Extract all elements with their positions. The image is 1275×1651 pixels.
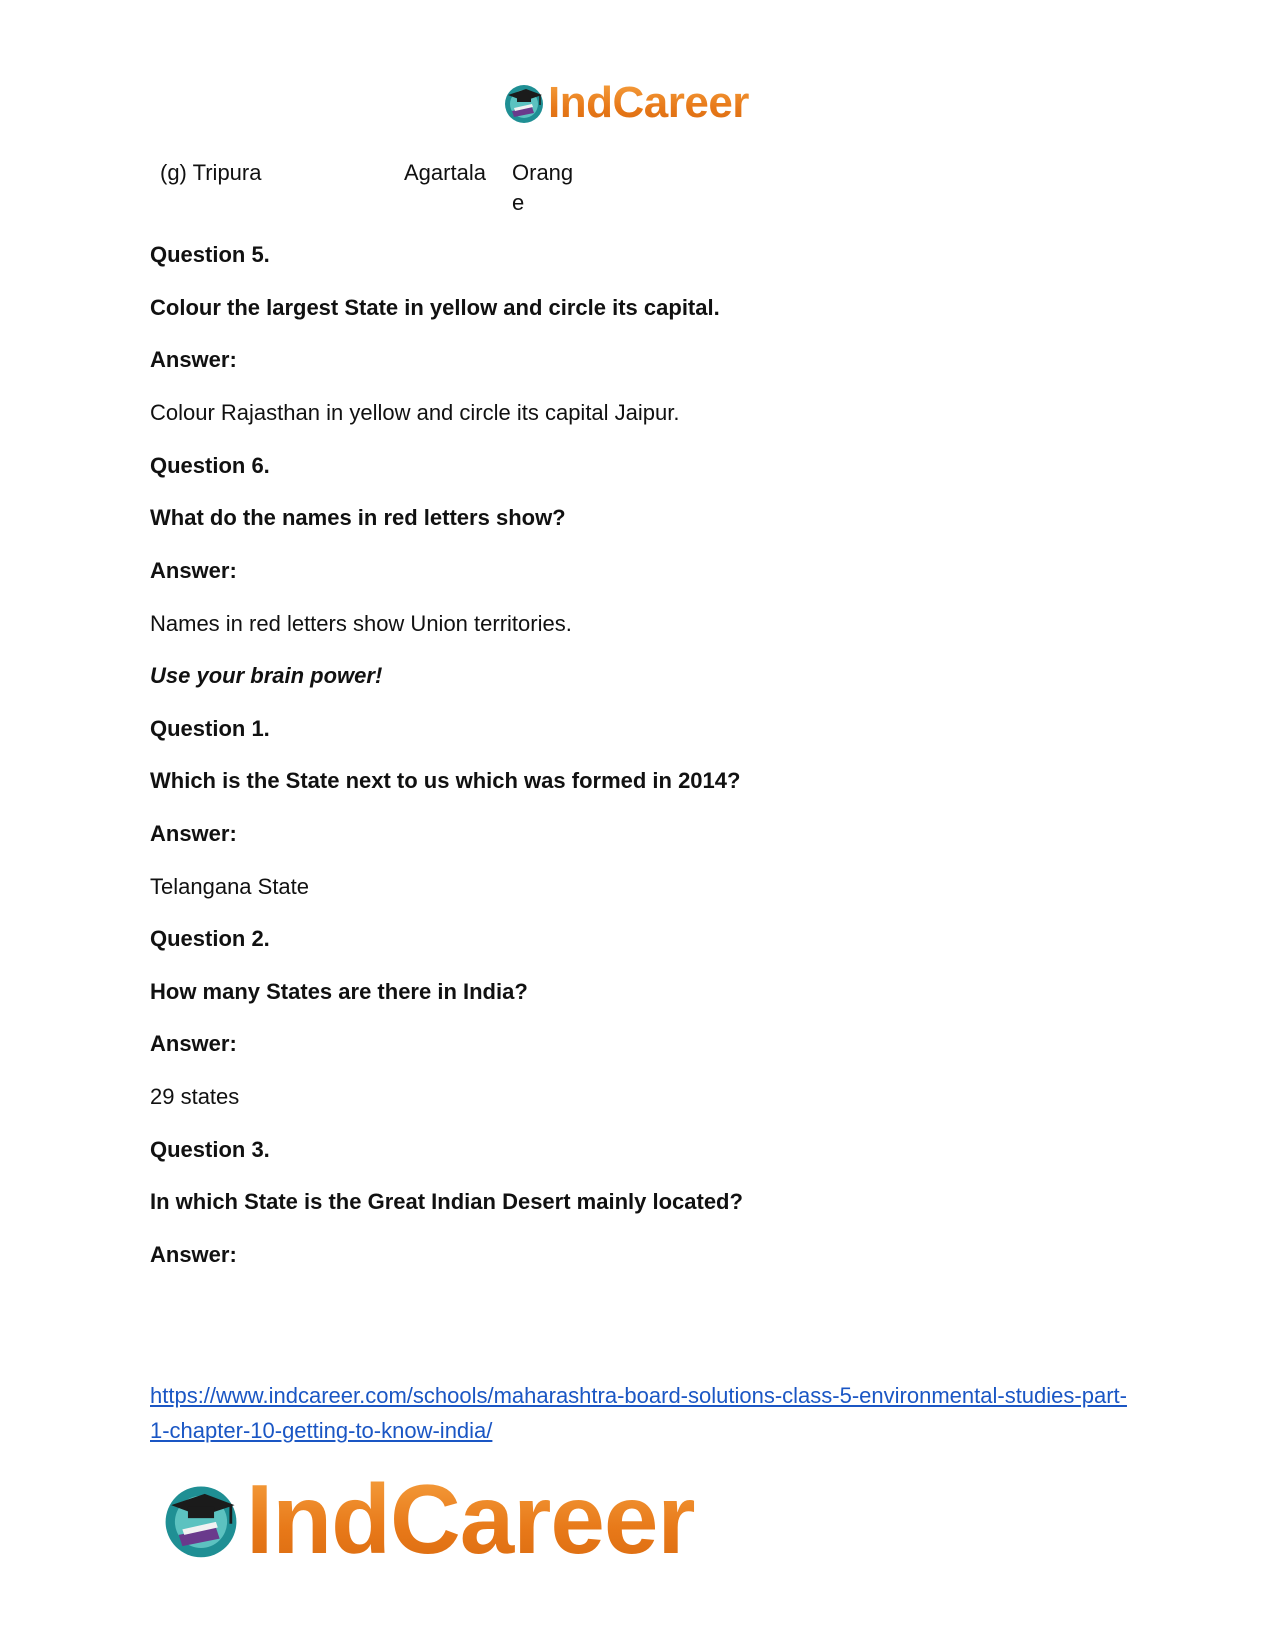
source-link[interactable]: https://www.indcareer.com/schools/maharashtra-board-solutions-class-5-environmental-studies-part-1-chapter-10-getting-to-know-india/ (150, 1383, 1127, 1443)
question-heading: Question 3. (150, 1137, 270, 1162)
question-text: How many States are there in India? (150, 979, 528, 1004)
question-text: Colour the largest State in yellow and circle its capital. (150, 295, 720, 320)
answer-text: 29 states (150, 1084, 240, 1109)
question-text: In which State is the Great Indian Desert mainly located? (150, 1189, 743, 1214)
footer-logo (160, 1463, 695, 1576)
answer-label: Answer: (150, 558, 237, 583)
answer-label: Answer: (150, 1242, 237, 1267)
header-logo (502, 78, 749, 128)
answer-label: Answer: (150, 347, 237, 372)
question-heading: Question 6. (150, 453, 270, 478)
section-heading: Use your brain power! (150, 663, 383, 688)
answer-label: Answer: (150, 1031, 237, 1056)
answer-text: Telangana State (150, 874, 310, 899)
answer-text: Names in red letters show Union territories. (150, 611, 572, 636)
colour-cell: Orange (512, 160, 574, 215)
state-cell: (g) Tripura (160, 160, 262, 185)
answer-text: Colour Rajasthan in yellow and circle its capital Jaipur. (150, 400, 680, 425)
question-text: What do the names in red letters show? (150, 505, 566, 530)
capital-cell: Agartala (404, 160, 486, 185)
graduation-cap-logo-icon (160, 1479, 242, 1561)
question-heading: Question 2. (150, 926, 270, 951)
logo-wordmark: IndCareer (246, 1464, 695, 1574)
question-heading: Question 5. (150, 242, 270, 267)
question-text: Which is the State next to us which was formed in 2014? (150, 768, 741, 793)
answer-label: Answer: (150, 821, 237, 846)
graduation-cap-logo-icon (502, 81, 546, 125)
question-heading: Question 1. (150, 716, 270, 741)
logo-wordmark: IndCareer (548, 78, 749, 127)
